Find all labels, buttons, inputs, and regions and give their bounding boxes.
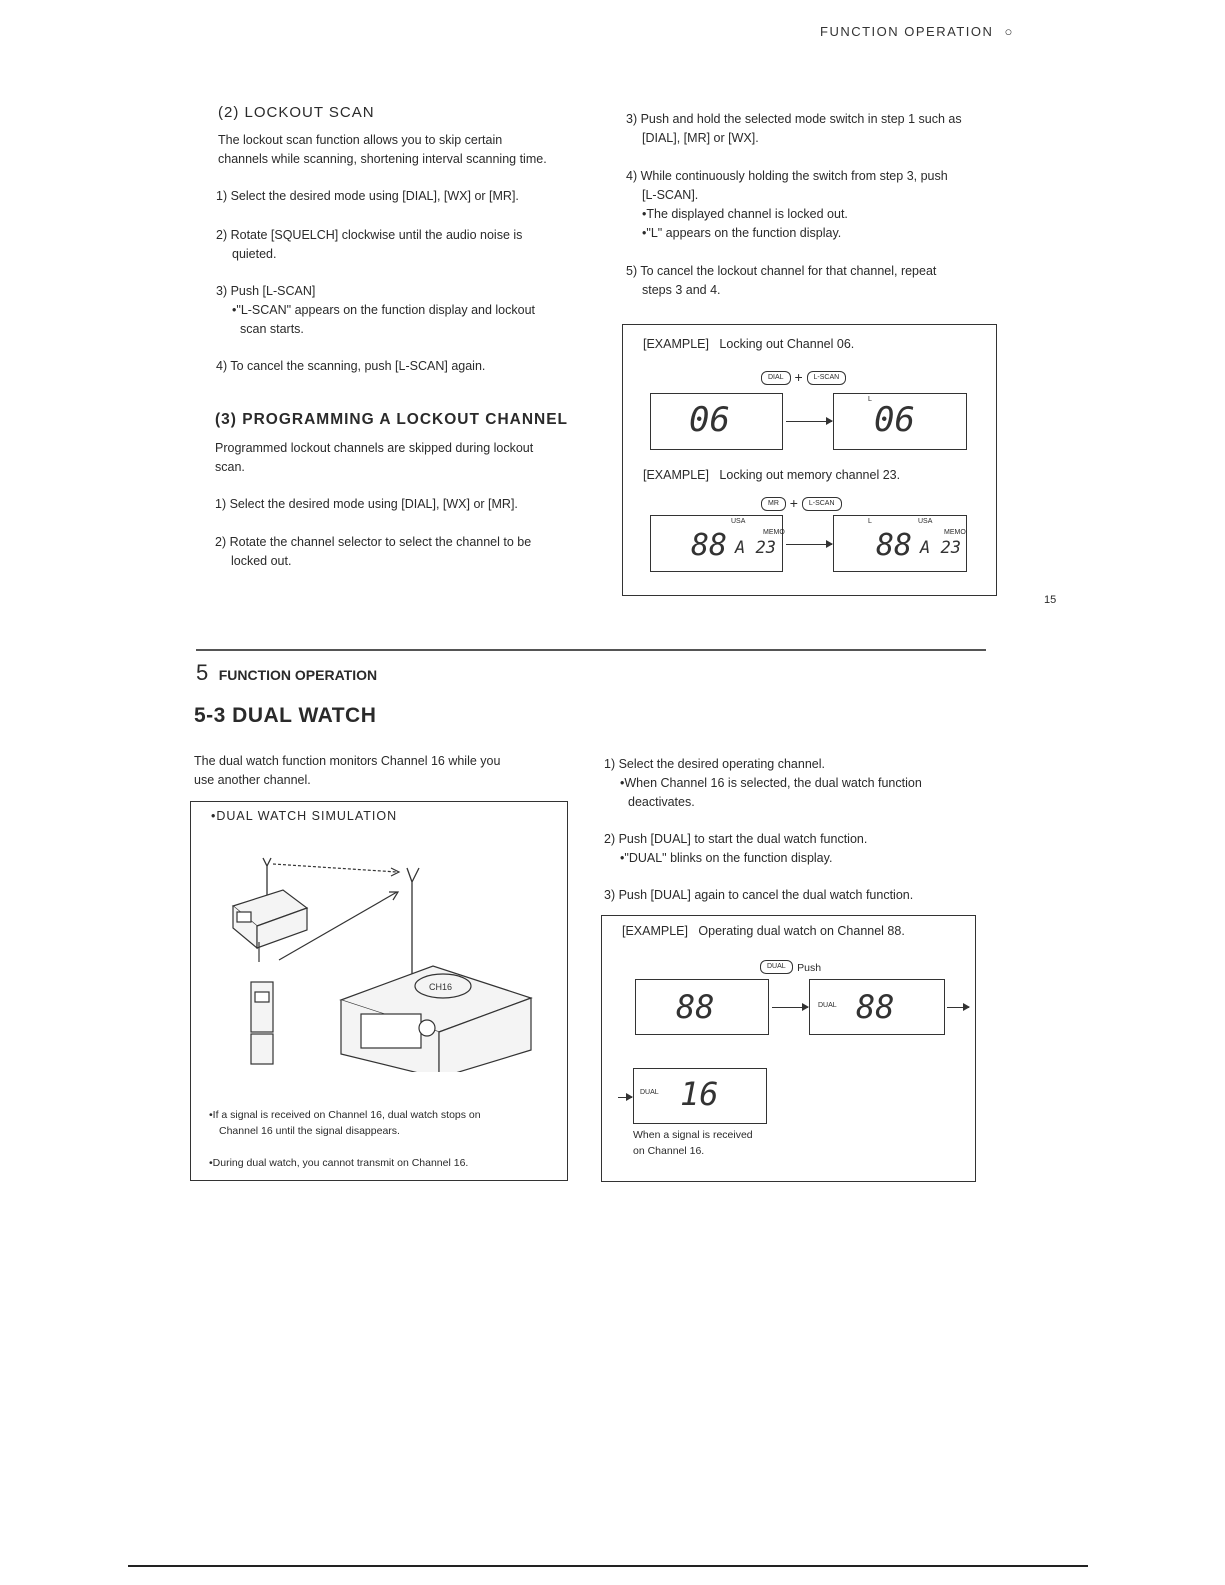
handheld-radio-icon (251, 942, 273, 1064)
dual-watch-illustration (221, 842, 541, 1072)
lcd-memory-23: USA MEMO 88 A 23 (650, 515, 783, 572)
dual-key: DUAL (760, 960, 793, 974)
dual-example-caption: [EXAMPLE] Operating dual watch on Channel 88. (622, 924, 905, 938)
memo-flag: MEMO (944, 529, 966, 536)
right-step-5: 5) To cancel the lockout channel for that channel, repeat steps 3 and 4. (626, 264, 937, 297)
lcd-channel-06-locked: L 06 (833, 393, 967, 450)
memo-flag: MEMO (763, 529, 785, 536)
l-scan-key: L-SCAN (802, 497, 842, 511)
dual-step-2: 2) Push [DUAL] to start the dual watch function. •"DUAL" blinks on the function display. (604, 832, 868, 865)
page-number: 15 (1044, 594, 1057, 606)
l-flag: L (868, 518, 872, 525)
lockout-scan-intro: The lockout scan function allows you to skip certain channels while scanning, shortening interval scanning time. (218, 133, 547, 166)
example-1-caption: [EXAMPLE] Locking out Channel 06. (643, 337, 855, 351)
chapter-heading (196, 660, 377, 686)
dual-flag: DUAL (640, 1089, 659, 1096)
lockout-step-3: 3) Push [L-SCAN] •"L-SCAN" appears on the function display and lockout scan starts. (216, 284, 536, 336)
dual-step-3: 3) Push [DUAL] again to cancel the dual watch function. (604, 888, 914, 902)
right-step-4: 4) While continuously holding the switch from step 3, push [L-SCAN]. •The displayed channel is locked out. •"L" appears on the function display. (626, 169, 948, 240)
arrow-icon (786, 421, 832, 422)
dial-key: DIAL (761, 371, 791, 385)
arrow-icon (786, 544, 832, 545)
arrow-icon (947, 1007, 969, 1008)
programming-step-2: 2) Rotate the channel selector to select the channel to be locked out. (215, 535, 532, 568)
base-station-icon (233, 890, 307, 948)
ch16-label: CH16 (429, 982, 453, 992)
dual-key-group (760, 958, 821, 976)
chapter-number: 5 (196, 660, 209, 685)
programming-step-1: 1) Select the desired mode using [DIAL], [WX] or [MR]. (215, 497, 518, 511)
lockout-example-box (622, 324, 997, 596)
usa-flag: USA (731, 518, 746, 525)
page-divider (196, 649, 986, 651)
l-flag: L (868, 396, 872, 403)
example-2-caption: [EXAMPLE] Locking out memory channel 23. (643, 468, 901, 482)
usa-flag: USA (918, 518, 933, 525)
right-step-3: 3) Push and hold the selected mode switch in step 1 such as [DIAL], [MR] or [WX]. (626, 112, 962, 145)
chapter-title: FUNCTION OPERATION (218, 667, 378, 683)
mr-key: MR (761, 497, 786, 511)
arrow-icon (618, 1097, 632, 1098)
arrow-icon (772, 1007, 808, 1008)
push-label: Push (797, 962, 822, 974)
lockout-step-4: 4) To cancel the scanning, push [L-SCAN] again. (216, 359, 486, 373)
running-header (820, 24, 1014, 39)
plus-sign: + (794, 369, 803, 385)
bottom-edge-line (128, 1565, 1088, 1567)
lcd-channel-16: DUAL 16 (633, 1068, 767, 1124)
section-title: 5-3 DUAL WATCH (194, 704, 377, 727)
simulation-note-1: •If a signal is received on Channel 16, dual watch stops on Channel 16 until the signal disappears. (209, 1109, 481, 1137)
lockout-scan-heading: (2) LOCKOUT SCAN (218, 104, 375, 121)
example-1-keys (761, 369, 846, 385)
programming-intro: Programmed lockout channels are skipped during lockout scan. (215, 441, 534, 474)
dual-step-1: 1) Select the desired operating channel. •When Channel 16 is selected, the dual watch function deactivates. (604, 757, 922, 809)
dual-example-note: When a signal is received on Channel 16. (633, 1129, 753, 1157)
lcd-channel-88: 88 (635, 979, 769, 1035)
lcd-channel-06: 06 (650, 393, 783, 450)
example-2-keys (761, 495, 842, 511)
running-title: FUNCTION OPERATION (820, 24, 994, 39)
simulation-title: •DUAL WATCH SIMULATION (211, 809, 398, 823)
plus-sign: + (789, 495, 798, 511)
dual-watch-intro: The dual watch function monitors Channel 16 while you use another channel. (194, 754, 501, 787)
programming-heading: (3) PROGRAMMING A LOCKOUT CHANNEL (215, 411, 569, 428)
lockout-step-2: 2) Rotate [SQUELCH] clockwise until the audio noise is quieted. (216, 228, 523, 261)
simulation-box (190, 801, 568, 1181)
lcd-memory-23-locked: L USA MEMO 88 A 23 (833, 515, 967, 572)
simulation-note-2: •During dual watch, you cannot transmit on Channel 16. (209, 1157, 469, 1169)
dual-flag: DUAL (818, 1002, 837, 1009)
circle-icon: ○ (1004, 24, 1014, 39)
dual-watch-example-box (601, 915, 976, 1182)
lockout-step-1: 1) Select the desired mode using [DIAL], [WX] or [MR]. (216, 189, 519, 203)
l-scan-key: L-SCAN (807, 371, 847, 385)
lcd-dual-88: DUAL 88 (809, 979, 945, 1035)
